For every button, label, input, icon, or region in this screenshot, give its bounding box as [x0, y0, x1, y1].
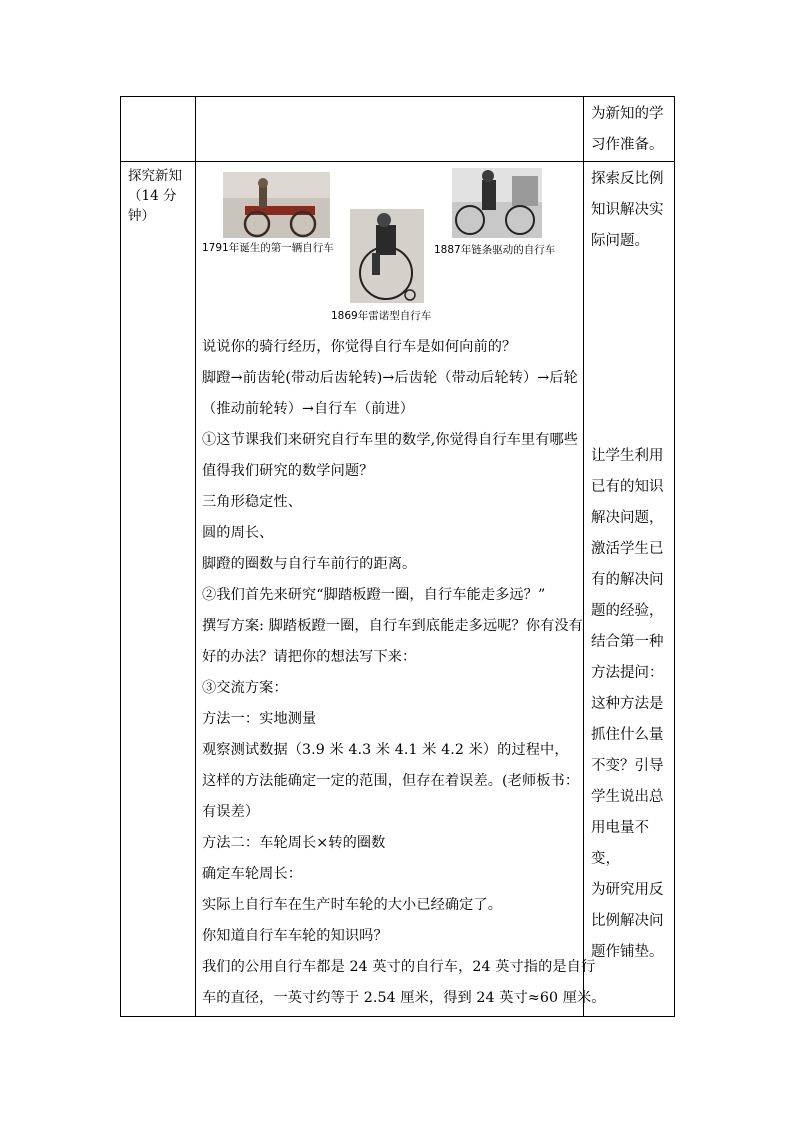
text-line: 学生说出总: [591, 789, 664, 805]
text-line: 撰写方案: 脚踏板蹬一圈，自行车到底能走多远呢？你有没有: [202, 618, 583, 634]
text-line: 方法一：实地测量: [202, 711, 317, 727]
text-line: 三角形稳定性、: [202, 494, 303, 510]
text-line: 为新知的学: [591, 106, 664, 122]
text-line: 好的办法？请把你的想法写下来：: [202, 649, 417, 665]
intent-note-explore: [584, 162, 674, 257]
stage-time: （14 分钟）: [128, 188, 177, 224]
text-line: 观察测试数据（3.9 米 4.3 米 4.1 米 4.2 米）的过程中，: [202, 742, 569, 758]
bicycle-1887-caption: 1887年链条驱动的自行车: [434, 244, 556, 256]
text-line: 圆的周长、: [202, 525, 274, 541]
text-line: 有的解决问: [591, 572, 664, 588]
stage-cell: [121, 162, 196, 1017]
bicycle-1869-image: [350, 209, 424, 303]
text-line: 习作准备。: [591, 137, 664, 153]
text-line: 为研究用反: [591, 882, 664, 898]
bicycle-1887-image: [452, 168, 542, 238]
text-line: 际问题。: [591, 233, 649, 249]
intent-cell: [584, 162, 675, 1017]
text-line: 题的经验，: [591, 603, 664, 619]
text-line: 说说你的骑行经历，你觉得自行车是如何向前的？: [202, 339, 517, 355]
text-line: 确定车轮周长：: [202, 866, 303, 882]
bicycle-1791-caption: 1791年诞生的第一辆自行车: [202, 242, 334, 254]
bicycle-images: [196, 162, 583, 332]
text-line: 这种方法是: [591, 696, 664, 712]
stage-cell-empty: [121, 97, 196, 162]
text-line: 比例解决问: [591, 913, 664, 929]
content-cell: [196, 162, 606, 1017]
text-line: 让学生利用: [591, 448, 664, 464]
intent-cell: [584, 97, 675, 162]
bicycle-1791-image: [223, 172, 330, 238]
text-line: 激活学生已: [591, 541, 664, 557]
text-line: 有误差）: [202, 804, 260, 820]
text-line: （推动前轮转）→自行车（前进）: [202, 401, 415, 417]
table-row: [121, 97, 675, 162]
text-line: 脚蹬的圈数与自行车前行的距离。: [202, 556, 417, 572]
intent-note-activate: [584, 439, 674, 968]
lesson-table: [120, 96, 675, 1017]
text-line: 实际上自行车在生产时车轮的大小已经确定了。: [202, 897, 503, 913]
table-row: [121, 162, 675, 1017]
text-line: ②我们首先来研究“脚踏板蹬一圈，自行车能走多远？”: [202, 587, 546, 603]
text-line: 题作铺垫。: [591, 944, 664, 960]
text-line: 抓住什么量: [591, 727, 664, 743]
text-line: 脚蹬→前齿轮(带动后齿轮转)→后齿轮（带动后轮转）→后轮: [202, 370, 578, 386]
text-line: 用电量不变，: [591, 820, 649, 867]
text-line: 已有的知识: [591, 479, 664, 495]
text-line: 车的直径，一英寸约等于 2.54 厘米，得到 24 英寸≈60 厘米。: [202, 990, 606, 1006]
bicycle-1869-caption: 1869年雷诺型自行车: [331, 310, 432, 322]
text-line: 这样的方法能确定一定的范围，但存在着误差。(老师板书：: [202, 773, 580, 789]
text-line: ①这节课我们来研究自行车里的数学,你觉得自行车里有哪些: [202, 432, 579, 448]
text-line: 你知道自行车车轮的知识吗？: [202, 928, 388, 944]
lesson-content: [196, 332, 606, 1014]
stage-title: 探究新知: [128, 168, 182, 184]
content-cell-empty: [196, 97, 584, 162]
text-line: 方法提问：: [591, 665, 664, 681]
text-line: ③交流方案：: [202, 680, 288, 696]
text-line: 结合第一种: [591, 634, 664, 650]
text-line: 探索反比例: [591, 171, 664, 187]
text-line: 值得我们研究的数学问题？: [202, 463, 374, 479]
text-line: 知识解决实: [591, 202, 664, 218]
text-line: 我们的公用自行车都是 24 英寸的自行车，24 英寸指的是自行: [202, 959, 596, 975]
text-line: 不变？引导: [591, 758, 664, 774]
intent-note: [584, 97, 674, 161]
text-line: 方法二：车轮周长×转的圈数: [202, 835, 386, 851]
text-line: 解决问题，: [591, 510, 664, 526]
